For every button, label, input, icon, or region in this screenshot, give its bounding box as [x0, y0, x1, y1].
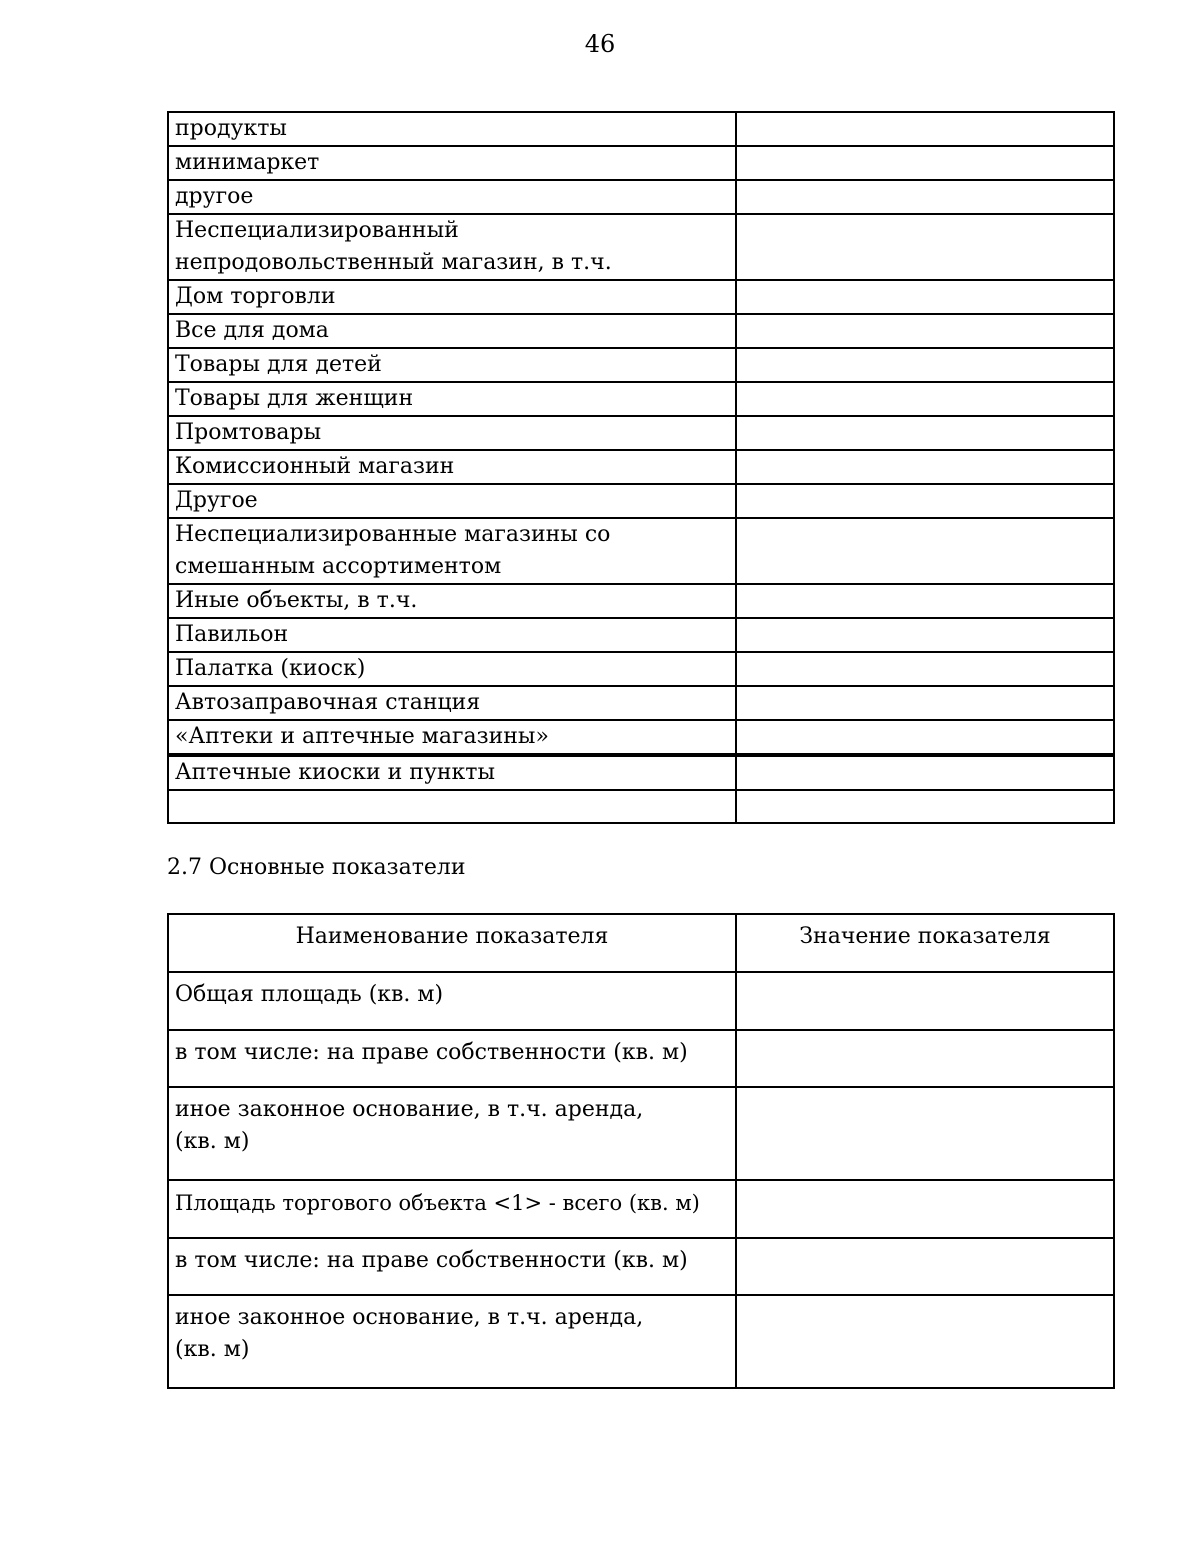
row-label: «Аптеки и аптечные магазины» — [168, 720, 736, 754]
value-cell — [736, 584, 1114, 618]
row-label: Автозаправочная станция — [168, 686, 736, 720]
row-label: Площадь торгового объекта <1> - всего (кв. м) — [168, 1180, 736, 1238]
row-label: Промтовары — [168, 416, 736, 450]
value-cell — [736, 484, 1114, 518]
table-row — [168, 972, 1114, 1030]
table-row — [168, 214, 1114, 280]
row-label: в том числе: на праве собственности (кв. м) — [168, 1030, 736, 1088]
page-number: 46 — [584, 30, 616, 58]
table-row — [168, 1087, 1114, 1180]
value-cell — [736, 382, 1114, 416]
table-row — [168, 652, 1114, 686]
value-cell — [736, 416, 1114, 450]
table-row — [168, 280, 1114, 314]
value-cell — [736, 1180, 1114, 1238]
table-row — [168, 416, 1114, 450]
table-row — [168, 1238, 1114, 1296]
value-cell — [736, 112, 1114, 146]
value-cell — [736, 180, 1114, 214]
table-row — [168, 450, 1114, 484]
row-label: Товары для детей — [168, 348, 736, 382]
indicators-table — [167, 913, 1115, 1389]
row-label: Павильон — [168, 618, 736, 652]
value-cell — [736, 1238, 1114, 1296]
value-cell — [736, 280, 1114, 314]
value-cell — [736, 618, 1114, 652]
table-row — [168, 1295, 1114, 1388]
value-cell — [736, 1030, 1114, 1088]
row-label: минимаркет — [168, 146, 736, 180]
row-label: Аптечные киоски и пункты — [168, 756, 736, 790]
row-label: Общая площадь (кв. м) — [168, 972, 736, 1030]
value-cell — [736, 652, 1114, 686]
row-label: в том числе: на праве собственности (кв. м) — [168, 1238, 736, 1296]
row-label: Дом торговли — [168, 280, 736, 314]
table-row — [168, 1030, 1114, 1088]
value-cell — [736, 686, 1114, 720]
value-cell — [736, 1087, 1114, 1180]
table-row — [168, 112, 1114, 146]
row-label: продукты — [168, 112, 736, 146]
value-cell — [736, 146, 1114, 180]
table-row — [168, 720, 1114, 754]
table-row — [168, 618, 1114, 652]
row-label: Палатка (киоск) — [168, 652, 736, 686]
row-label: иное законное основание, в т.ч. аренда, (кв. м) — [168, 1295, 736, 1388]
table-row — [168, 484, 1114, 518]
table-row — [168, 756, 1114, 790]
value-cell — [736, 348, 1114, 382]
header-indicator-name: Наименование показателя — [168, 914, 736, 972]
table-row — [168, 146, 1114, 180]
row-label: Комиссионный магазин — [168, 450, 736, 484]
row-label: Все для дома — [168, 314, 736, 348]
row-label: Другое — [168, 484, 736, 518]
table-row — [168, 348, 1114, 382]
row-label: Иные объекты, в т.ч. — [168, 584, 736, 618]
row-label — [168, 790, 736, 823]
header-indicator-value: Значение показателя — [736, 914, 1114, 972]
table-row — [168, 686, 1114, 720]
table-row — [168, 180, 1114, 214]
table-row — [168, 584, 1114, 618]
value-cell — [736, 720, 1114, 754]
value-cell — [736, 1295, 1114, 1388]
table-row — [168, 314, 1114, 348]
table-row — [168, 1180, 1114, 1238]
table-row — [168, 518, 1114, 584]
section-title: 2.7 Основные показатели — [167, 855, 466, 880]
value-cell — [736, 214, 1114, 280]
row-label: Товары для женщин — [168, 382, 736, 416]
value-cell — [736, 314, 1114, 348]
row-label: иное законное основание, в т.ч. аренда, (кв. м) — [168, 1087, 736, 1180]
table-row — [168, 382, 1114, 416]
value-cell — [736, 450, 1114, 484]
value-cell — [736, 972, 1114, 1030]
row-label: Неспециализированный непродовольственный магазин, в т.ч. — [168, 214, 736, 280]
table-row — [168, 790, 1114, 823]
row-label: другое — [168, 180, 736, 214]
value-cell — [736, 790, 1114, 823]
row-label: Неспециализированные магазины со смешанным ассортиментом — [168, 518, 736, 584]
value-cell — [736, 518, 1114, 584]
store-types-table — [167, 111, 1115, 755]
table-header-row — [168, 914, 1114, 972]
pharmacy-table — [167, 755, 1115, 824]
value-cell — [736, 756, 1114, 790]
